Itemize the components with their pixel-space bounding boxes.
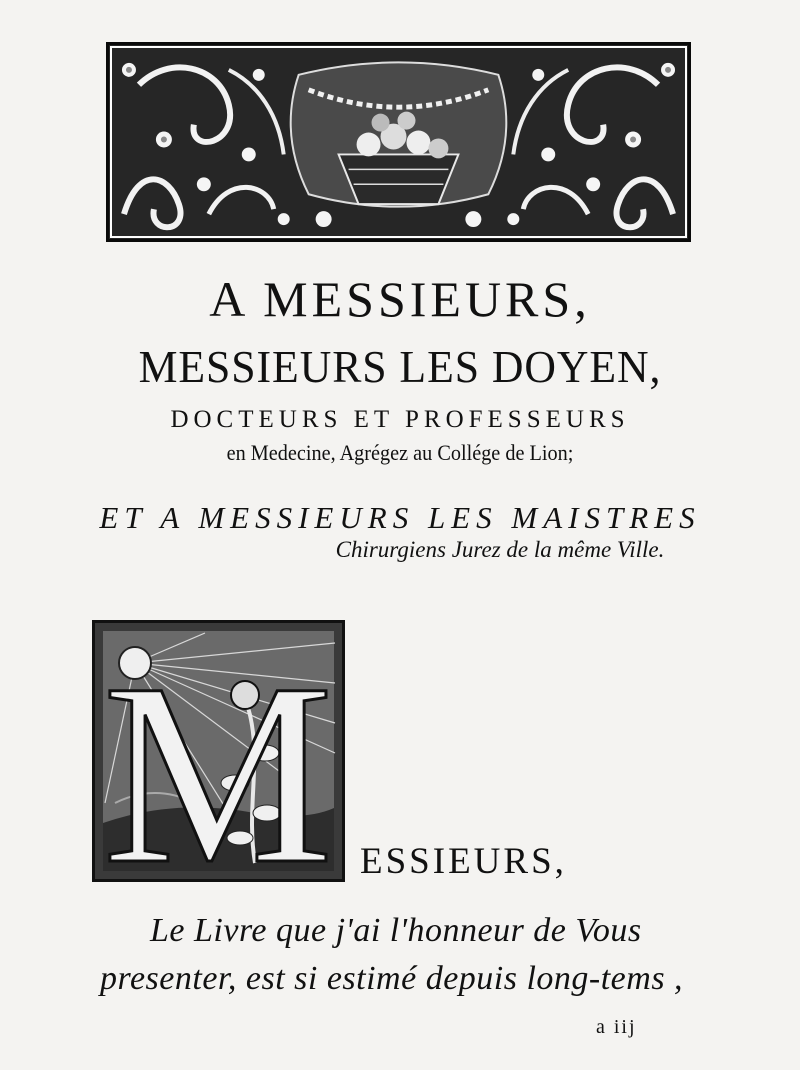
floral-headpiece-ornament [106, 42, 691, 242]
body-text-line: Le Livre que j'ai l'honneur de Vous [150, 912, 642, 949]
dedication-line-chirurgiens: Chirurgiens Jurez de la même Ville. [335, 537, 665, 562]
dedication-title: A MESSIEURS, [209, 271, 591, 327]
dedication-line-docteurs: DOCTEURS ET PROFESSEURS [170, 406, 630, 433]
body-text-line: presenter, est si estimé depuis long-tems , [100, 960, 684, 997]
dropcap-engraving [95, 623, 342, 879]
headpiece-engraving [109, 45, 688, 239]
signature-mark: a iij [596, 1016, 637, 1038]
dedication-subtitle: MESSIEURS LES DOYEN, [138, 341, 662, 392]
salutation: ESSIEURS, [360, 841, 567, 882]
dropcap-letter: M [102, 630, 334, 879]
dedication-line-medecine: en Medecine, Agrégez au Collége de Lion; [226, 440, 574, 465]
dropcap-m-ornament [92, 620, 345, 882]
dedication-line-maistres: ET A MESSIEURS LES MAISTRES [99, 500, 701, 535]
